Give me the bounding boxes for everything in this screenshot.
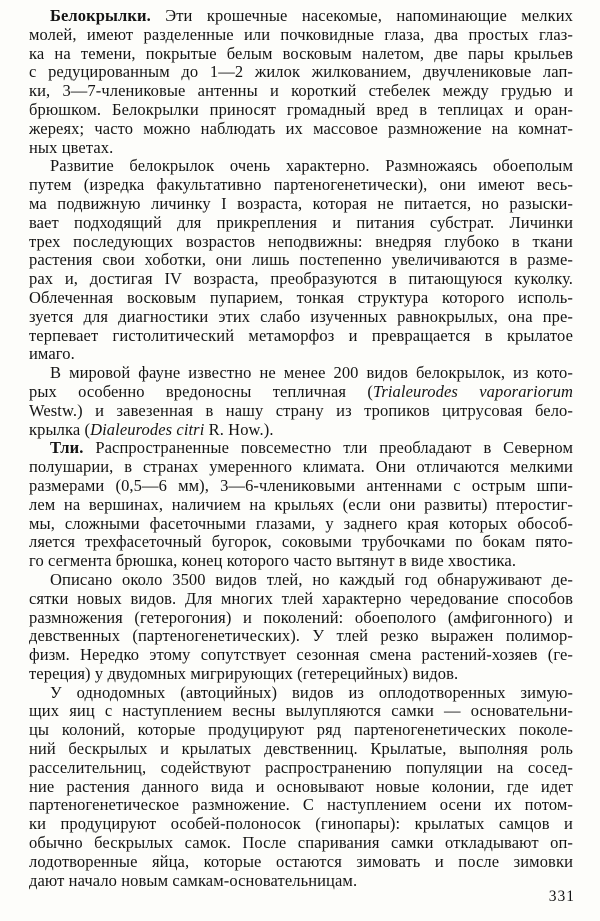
run: У однодомных (автоцийных) видов из оплодотворенных зимую- [50, 683, 573, 702]
run: девственных (партеногенетических). У тлей резко выражен полимор- [29, 627, 573, 646]
run: крылка ( [29, 420, 91, 439]
run: R. How.). [204, 420, 274, 439]
run: зуется для диагностики этих слабо изученных равнокрылых, она пре- [29, 307, 573, 326]
run: ных цветах. [29, 138, 114, 157]
run: растения свои хоботки, они лишь постепенно увеличиваются в разме- [29, 251, 573, 270]
run: путем (изредка факультативно партеногенетически), они имеют весь- [29, 176, 573, 195]
text-line [29, 477, 573, 496]
text-line [29, 139, 573, 158]
run: терпевает гистолитический метаморфоз и превращается в крылатое [29, 326, 573, 345]
run: трех последующих возрастов неподвижны: внедряя глубоко в ткани [29, 232, 573, 251]
run: тереция) у двудомных мигрирующих (гетерецийных) видов. [29, 664, 459, 683]
text-line [29, 552, 573, 571]
run: рах и, достигая IV возраста, преобразуются в питающуюся куколку. [29, 270, 573, 289]
text-line [29, 778, 573, 797]
run: лем на вершинах, наличием на крыльях (если они развиты) птеростиг- [29, 495, 573, 514]
run: мы, сложными фасеточными глазами, у заднего края которых обособ- [29, 514, 573, 533]
text-line [29, 834, 573, 853]
run-bold: Тли. [50, 439, 84, 458]
text-line [29, 364, 573, 383]
text-line [29, 120, 573, 139]
run: партеногенетическое размножение. С наступлением осени их потом- [29, 796, 573, 815]
page-number: 331 [548, 888, 575, 905]
paragraph [29, 439, 573, 571]
text-line [29, 7, 573, 26]
text-line [29, 45, 573, 64]
text-line [29, 590, 573, 609]
text-line [29, 402, 573, 421]
run: вает подходящий для прикрепления и питания субстрат. Личинки [29, 213, 573, 232]
text-line [29, 853, 573, 872]
paragraph [29, 157, 573, 364]
run: ние растения данного вида и основывают новые колонии, где идет [29, 777, 573, 796]
text-line [29, 815, 573, 834]
text-line [29, 515, 573, 534]
text-line [29, 289, 573, 308]
paragraph [29, 7, 573, 157]
run: ний бескрылых и крылатых девственниц. Крылатые, выполняя роль [29, 740, 573, 759]
text-line [29, 684, 573, 703]
run: полушарии, в странах умеренного климата. Они отличаются мелкими [29, 458, 573, 477]
run: рых особенно вредоносны тепличная ( [29, 382, 373, 401]
run: жереях; часто можно наблюдать их массовое размножение на комнат- [29, 119, 573, 138]
run: размерами (0,5—6 мм), 3—6-члениковыми антеннами с острым шпи- [29, 476, 573, 495]
run-italic: Dialeurodes citri [90, 420, 205, 439]
text-line [29, 233, 573, 252]
text-line [29, 308, 573, 327]
run: обычно бескрылых самок. После спаривания самки откладывают оп- [29, 834, 573, 853]
run: имаго. [29, 345, 75, 364]
text-line [29, 157, 573, 176]
run: ка на темени, покрытые белым восковым налетом, две пары крыльев [29, 44, 573, 63]
text-line [29, 421, 573, 440]
text-line [29, 665, 573, 684]
text-line [29, 646, 573, 665]
text-line [29, 721, 573, 740]
text-line [29, 26, 573, 45]
run: В мировой фауне известно не менее 200 видов белокрылок, из кото- [50, 364, 573, 383]
text-line [29, 796, 573, 815]
text-line [29, 327, 573, 346]
run: ма подвижную личинку I возраста, которая не питается, но разыски- [29, 194, 573, 213]
text-line [29, 101, 573, 120]
run: дают начало новым самкам-основательницам. [29, 871, 358, 890]
run: сятки новых видов. Для многих тлей характерно чередование способов [29, 589, 573, 608]
run-italic: Trialeurodes vaporariorum [372, 382, 573, 401]
text-line [29, 214, 573, 233]
text-line [29, 383, 573, 402]
text-line [29, 251, 573, 270]
text-line [29, 571, 573, 590]
run: Westw.) и завезенная в нашу страну из тропиков цитрусовая бело- [29, 401, 573, 420]
text-line [29, 496, 573, 515]
run: брюшком. Белокрылки приносят громадный вред в теплицах и оран- [29, 100, 573, 119]
text-line [29, 63, 573, 82]
run: размножения (гетерогония) и поколений: обоеполого (амфигонного) и [29, 608, 573, 627]
run: Развитие белокрылок очень характерно. Размножаясь обоеполым [50, 157, 573, 176]
text-line [29, 195, 573, 214]
text-line [29, 759, 573, 778]
run: ки, 3—7-члениковые антенны и короткий стебелек между грудью и [29, 82, 573, 101]
text-block [29, 7, 573, 890]
paragraph [29, 364, 573, 439]
run: Облеченная восковым пупарием, тонкая структура которого исполь- [29, 288, 573, 307]
run: ляется трехфасеточный бугорок, соковыми трубочками по бокам пято- [29, 533, 573, 552]
text-line [29, 458, 573, 477]
run: лодотворенные яйца, которые остаются зимовать и после зимовки [29, 852, 573, 871]
text-line [29, 533, 573, 552]
text-line [29, 270, 573, 289]
text-line [29, 439, 573, 458]
run: молей, имеют разделенные или почковидные глаза, два простых глаз- [29, 25, 573, 44]
paragraph [29, 684, 573, 891]
text-line [29, 627, 573, 646]
run: физм. Нередко этому сопутствует сезонная смена растений-хозяев (ге- [29, 646, 573, 665]
text-line [29, 740, 573, 759]
run: Распространенные повсеместно тли преобладают в Северном [83, 439, 573, 458]
text-line [29, 702, 573, 721]
text-line [29, 176, 573, 195]
run: ки продуцируют особей-полоносок (гинопары): крылатых самцов и [29, 815, 573, 834]
run-bold: Белокрылки. [50, 7, 151, 25]
text-line [29, 872, 573, 891]
run: Эти крошечные насекомые, напоминающие мелких [150, 7, 573, 25]
paragraph [29, 571, 573, 684]
run: с редуцированным до 1—2 жилок жилкованием, двучлениковые лап- [29, 63, 573, 82]
run: щих яиц с наступлением весны вылупляются самки — основательни- [29, 702, 573, 721]
text-line [29, 345, 573, 364]
text-line [29, 82, 573, 101]
run: расселительниц, содействуют распространению популяции на сосед- [29, 758, 573, 777]
run: го сегмента брюшка, конец которого часто вытянут в виде хвостика. [29, 552, 517, 571]
run: Описано около 3500 видов тлей, но каждый год обнаруживают де- [50, 570, 573, 589]
run: цы колоний, которые продуцируют ряд партеногенетических поколе- [29, 721, 573, 740]
text-line [29, 609, 573, 628]
